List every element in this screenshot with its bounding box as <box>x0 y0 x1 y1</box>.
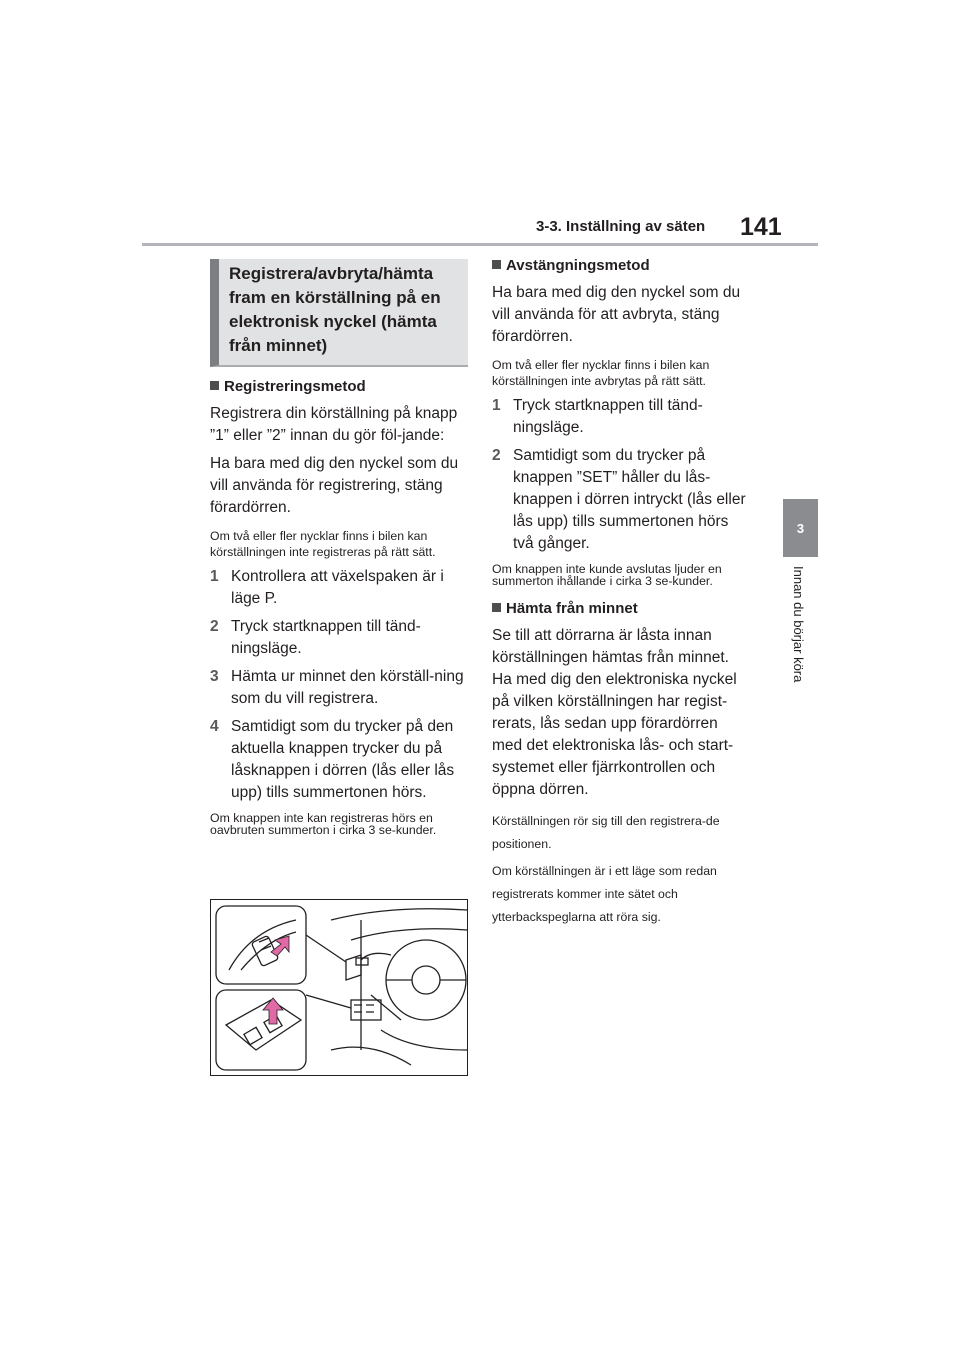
step-text: Samtidigt som du trycker på knappen ”SET” håller du lås-knappen i dörren intryckt (lås eller lås upp) tills summertonen hörs två gånger. <box>513 447 746 552</box>
step-text: Tryck startknappen till tänd-ningsläge. <box>231 618 421 657</box>
door-panel-figure <box>210 899 468 1076</box>
step-number: 1 <box>492 397 501 414</box>
step-number: 2 <box>492 447 501 464</box>
step-text: Samtidigt som du trycker på den aktuella knappen trycker du på låsknappen i dörren (lås eller lås upp) tills summertonen hörs. <box>231 718 455 801</box>
register-note: Om två eller fler nycklar finns i bilen kan körställningen inte registreras på rätt sätt. <box>210 529 436 559</box>
step-text: Hämta ur minnet den körställ-ning som du vill registrera. <box>231 668 464 707</box>
right-column <box>492 256 750 929</box>
step-number: 2 <box>210 618 219 635</box>
header-divider <box>142 243 818 246</box>
register-para-2: Ha bara med dig den nyckel som du vill använda för registrering, stäng förardörren. <box>210 455 459 516</box>
register-step <box>210 566 468 610</box>
register-note-2: Om knappen inte kan registreras hörs en oavbruten summerton i cirka 3 se-kunder. <box>210 811 437 837</box>
chapter-tab: 3 <box>783 499 818 557</box>
register-heading-text: Registreringsmetod <box>224 378 366 395</box>
cancel-step <box>492 445 750 555</box>
square-bullet-icon <box>492 260 501 269</box>
cancel-note: Om två eller fler nycklar finns i bilen kan körställningen inte avbrytas på rätt sätt. <box>492 358 710 388</box>
register-heading <box>210 377 468 397</box>
chapter-side-label-text: Innan du börjar köra <box>791 566 806 683</box>
recall-heading <box>492 599 750 619</box>
cancel-step <box>492 395 750 439</box>
cancel-note-2: Om knappen inte kunde avslutas ljuder en summerton ihållande i cirka 3 se-kunder. <box>492 562 722 588</box>
section-title-box: Registrera/avbryta/hämta fram en körställning på en elektronisk nyckel (hämta från minnet) <box>210 259 468 367</box>
cancel-heading <box>492 256 750 276</box>
step-number: 4 <box>210 718 219 735</box>
register-para-1: Registrera din körställning på knapp ”1” eller ”2” innan du gör föl-jande: <box>210 405 458 444</box>
recall-para: Se till att dörrarna är låsta innan körställningen hämtas från minnet. Ha med dig den elektroniska nyckel på vilken körställningen har regist-rerats, lås sedan upp förardörren med det elektroniska lås- och start-systemet eller fjärrkontrollen och öppna dörren. <box>492 627 737 798</box>
door-lock-and-memory-button-illustration-icon <box>211 900 467 1075</box>
register-step <box>210 666 468 710</box>
register-step <box>210 616 468 660</box>
step-number: 1 <box>210 568 219 585</box>
register-step <box>210 716 468 804</box>
recall-note-1: Körställningen rör sig till den registrera-de positionen. <box>492 814 720 851</box>
step-number: 3 <box>210 668 219 685</box>
recall-note-2: Om körställningen är i ett läge som redan registrerats kommer inte sätet och ytterbackspeglarna att röra sig. <box>492 864 717 924</box>
square-bullet-icon <box>492 603 501 612</box>
cancel-heading-text: Avstängningsmetod <box>506 257 650 274</box>
step-text: Tryck startknappen till tänd-ningsläge. <box>513 397 703 436</box>
page-number: 141 <box>740 213 782 241</box>
recall-heading-text: Hämta från minnet <box>506 600 638 617</box>
cancel-para: Ha bara med dig den nyckel som du vill använda för att avbryta, stäng förardörren. <box>492 284 741 345</box>
chapter-side-label <box>784 566 814 706</box>
left-column <box>210 259 468 836</box>
section-header: 3-3. Inställning av säten <box>536 218 706 235</box>
square-bullet-icon <box>210 381 219 390</box>
step-text: Kontrollera att växelspaken är i läge P. <box>231 568 444 607</box>
